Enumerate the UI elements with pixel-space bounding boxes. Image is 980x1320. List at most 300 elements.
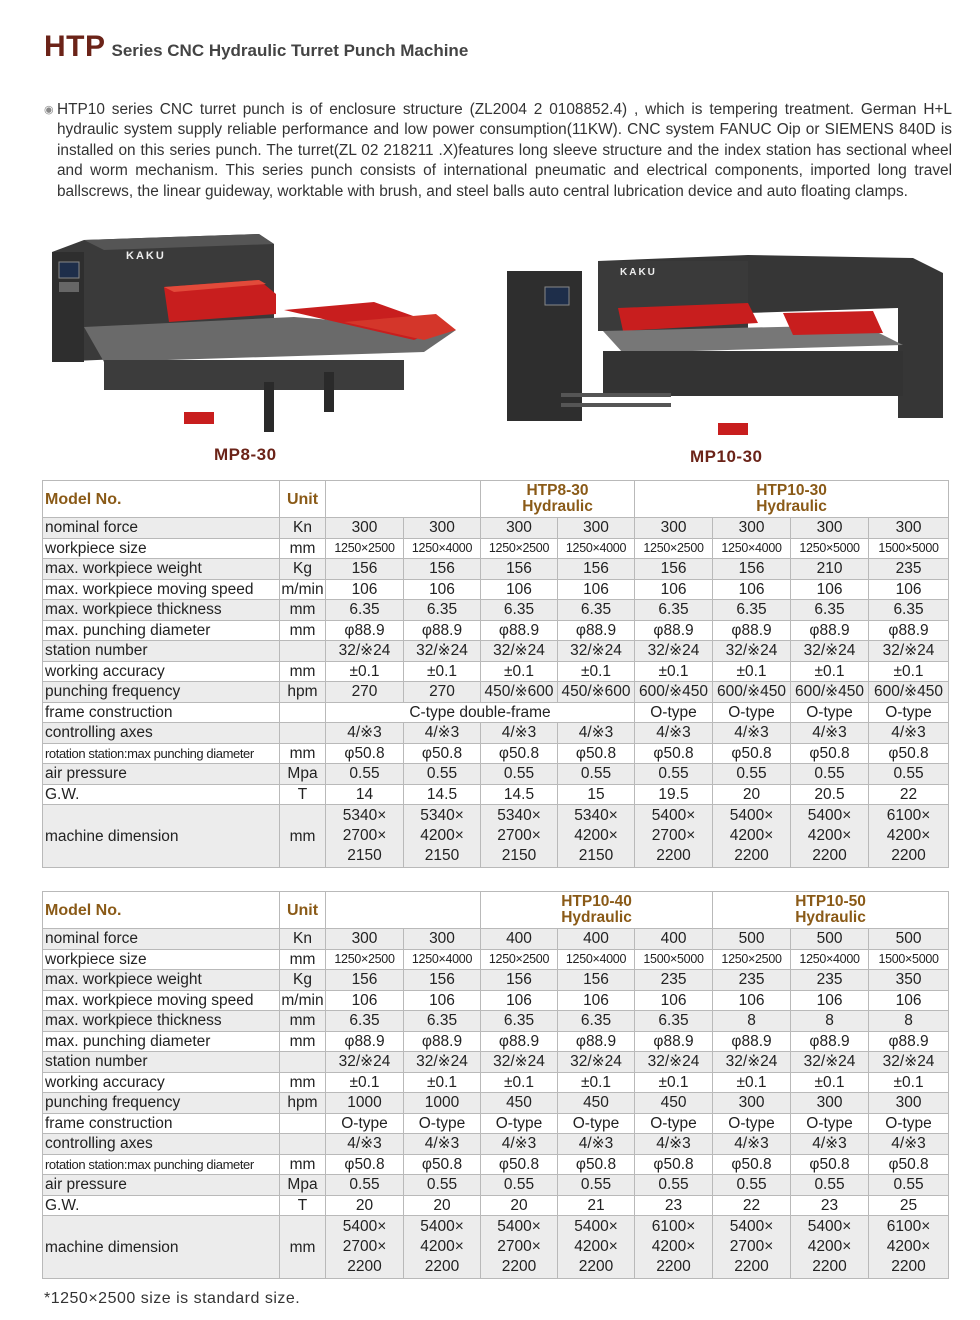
dimension-line: 4200× <box>651 1238 696 1255</box>
model-group-1 <box>481 892 713 929</box>
dimension-cell <box>635 1216 713 1279</box>
table-cell: 106 <box>481 579 558 600</box>
table-cell: φ50.8 <box>635 743 713 764</box>
table-cell: ±0.1 <box>635 661 713 682</box>
dimension-line: 2200 <box>812 847 847 864</box>
merged-cell: C-type double-frame <box>326 702 635 723</box>
table-cell: 235 <box>791 970 869 991</box>
table-cell: 600/※450 <box>791 682 869 703</box>
dimension-line: 4200× <box>420 1238 464 1255</box>
table-row <box>43 723 949 744</box>
table-cell: 4/※3 <box>326 1134 404 1155</box>
bullet-icon: ◉ <box>44 104 54 116</box>
table-cell: 1500×5000 <box>635 949 713 970</box>
table-cell: 106 <box>791 990 869 1011</box>
table-cell: 1250×4000 <box>404 949 481 970</box>
table-cell: 20.5 <box>791 784 869 805</box>
row-label: workpiece size <box>43 538 280 559</box>
unit-header: Unit <box>280 892 326 929</box>
dimension-line: 2200 <box>347 1258 382 1275</box>
table-cell: 32/※24 <box>869 1052 949 1073</box>
table-cell: φ88.9 <box>713 620 791 641</box>
table-row <box>43 743 949 764</box>
table-cell: φ88.9 <box>635 1031 713 1052</box>
dimension-line: 4200× <box>420 827 464 844</box>
table-cell: φ50.8 <box>713 1154 791 1175</box>
table-cell: 156 <box>558 970 635 991</box>
table-cell: 156 <box>635 559 713 580</box>
table-cell: 6.35 <box>713 600 791 621</box>
dimension-line: 6100× <box>651 1218 696 1235</box>
row-unit: m/min <box>281 580 324 598</box>
table-cell: ±0.1 <box>558 1072 635 1093</box>
table-cell: 106 <box>635 579 713 600</box>
table-cell: φ50.8 <box>481 1154 558 1175</box>
table-cell: φ88.9 <box>404 620 481 641</box>
dimension-line: 4200× <box>574 827 618 844</box>
intro-text: HTP10 series CNC turret punch is of enclosure structure (ZL2004 2 0108852.4) , which is tempering treatment. German H+L hydraulic system supply reliable performance and low power consumption(11KW). CNC system FANUC Oip or SIEMENS 840D is installed on this series punch. The turret(ZL 02 218211 .X)features long sleeve structure and the index station has sectional wheel and worm mechanism. This series punch consists of international pneumatic and electrical components, imported long travel ballscrews, the linear guideway, worktable with brush, and steel balls auto central lubrication device and auto floating clamps. <box>57 101 952 200</box>
table-cell: φ50.8 <box>404 1154 481 1175</box>
dimension-line: 5340× <box>342 807 387 824</box>
table-cell: 0.55 <box>481 764 558 785</box>
table-cell: φ50.8 <box>791 743 869 764</box>
table-cell: 300 <box>326 929 404 950</box>
table-cell: ±0.1 <box>558 661 635 682</box>
model-name: HTP10-40 <box>561 893 632 910</box>
table-cell: 1250×4000 <box>404 538 481 559</box>
row-unit: mm <box>280 743 326 764</box>
row-label: station number <box>43 1052 280 1073</box>
dimension-line: 5400× <box>497 1218 541 1235</box>
table-cell: O-type <box>404 1113 481 1134</box>
table-cell: 106 <box>713 579 791 600</box>
dimension-cell <box>713 1216 791 1279</box>
photo-caption-mp10-30: MP10-30 <box>690 447 763 466</box>
table-cell: 4/※3 <box>481 1134 558 1155</box>
table-cell: φ50.8 <box>326 1154 404 1175</box>
table-cell: 1000 <box>404 1093 481 1114</box>
table-cell: φ88.9 <box>869 620 949 641</box>
row-unit: mm <box>280 1154 326 1175</box>
table-cell: 1250×4000 <box>558 949 635 970</box>
table-cell: 4/※3 <box>713 1134 791 1155</box>
table-cell: 23 <box>635 1195 713 1216</box>
table-cell: ±0.1 <box>713 1072 791 1093</box>
table-cell: 0.55 <box>558 1175 635 1196</box>
dimension-line: 2200 <box>734 1258 769 1275</box>
table-cell: ±0.1 <box>326 1072 404 1093</box>
table-cell: 0.55 <box>635 1175 713 1196</box>
row-label: rotation station:max punching diameter <box>43 743 280 764</box>
table-cell: 210 <box>791 559 869 580</box>
table-cell: 0.55 <box>713 1175 791 1196</box>
model-header: Model No. <box>43 892 280 929</box>
brand-logo: KAKU <box>620 267 657 278</box>
table-cell: 400 <box>558 929 635 950</box>
table-cell: ±0.1 <box>791 1072 869 1093</box>
table-row <box>43 538 949 559</box>
row-unit: Mpa <box>280 764 326 785</box>
row-unit: mm <box>280 1216 326 1279</box>
table-row <box>43 1195 949 1216</box>
dimension-cell <box>791 1216 869 1279</box>
table-cell: 106 <box>558 990 635 1011</box>
table-cell: 500 <box>713 929 791 950</box>
spec-table-1 <box>42 480 949 868</box>
table-cell: 32/※24 <box>404 1052 481 1073</box>
table-cell: ±0.1 <box>404 661 481 682</box>
table-cell: φ88.9 <box>558 1031 635 1052</box>
table-cell: 270 <box>404 682 481 703</box>
row-unit: mm <box>280 620 326 641</box>
table-cell: 21 <box>558 1195 635 1216</box>
table-cell: 4/※3 <box>635 723 713 744</box>
table-cell: O-type <box>869 702 949 723</box>
table-cell: 106 <box>869 990 949 1011</box>
table-header-row <box>43 481 949 518</box>
row-unit <box>280 723 326 744</box>
table-cell: 1250×4000 <box>558 538 635 559</box>
table-cell: 300 <box>791 1093 869 1114</box>
table-cell: 4/※3 <box>713 723 791 744</box>
row-label: punching frequency <box>43 1093 280 1114</box>
table-cell: ±0.1 <box>635 1072 713 1093</box>
table-cell: 600/※450 <box>869 682 949 703</box>
row-label: working accuracy <box>43 1072 280 1093</box>
table-cell: 300 <box>713 518 791 539</box>
row-label: station number <box>43 641 280 662</box>
table-cell: 32/※24 <box>481 1052 558 1073</box>
dimension-cell <box>404 1216 481 1279</box>
dimension-line: 2200 <box>656 1258 691 1275</box>
table-cell: φ50.8 <box>869 743 949 764</box>
table-cell: 300 <box>404 929 481 950</box>
dimension-line: 2200 <box>656 847 691 864</box>
table-cell: 6.35 <box>481 1011 558 1032</box>
row-label: nominal force <box>43 518 280 539</box>
row-label: frame construction <box>43 702 280 723</box>
table-row <box>43 1154 949 1175</box>
table-cell: 20 <box>404 1195 481 1216</box>
table-cell: 0.55 <box>481 1175 558 1196</box>
row-unit: Kn <box>280 518 326 539</box>
table-cell: 156 <box>481 970 558 991</box>
table-cell: ±0.1 <box>481 661 558 682</box>
dimension-line: 5400× <box>807 807 852 824</box>
table-row <box>43 1072 949 1093</box>
table-cell: 6.35 <box>558 1011 635 1032</box>
table-cell: ±0.1 <box>713 661 791 682</box>
model-header: Model No. <box>43 481 280 518</box>
table-cell: O-type <box>635 702 713 723</box>
table-row <box>43 929 949 950</box>
table-cell: φ88.9 <box>481 1031 558 1052</box>
table-row <box>43 661 949 682</box>
table-cell: φ88.9 <box>326 620 404 641</box>
row-label: workpiece size <box>43 949 280 970</box>
table-cell: 106 <box>791 579 869 600</box>
table-cell: 1250×4000 <box>791 949 869 970</box>
table-cell: 106 <box>326 990 404 1011</box>
row-label: controlling axes <box>43 1134 280 1155</box>
machine-illustration <box>503 253 948 438</box>
intro-block <box>44 100 952 202</box>
dimension-line: 5340× <box>420 807 464 824</box>
dimension-line: 2200 <box>812 1258 847 1275</box>
table-cell: φ88.9 <box>869 1031 949 1052</box>
table-cell: 300 <box>481 518 558 539</box>
row-unit: T <box>280 784 326 805</box>
row-unit: mm <box>280 1031 326 1052</box>
table-cell: 4/※3 <box>404 1134 481 1155</box>
table-cell: 0.55 <box>404 764 481 785</box>
table-cell: 300 <box>326 518 404 539</box>
row-label: nominal force <box>43 929 280 950</box>
table-cell: 14 <box>326 784 404 805</box>
unit-header: Unit <box>280 481 326 518</box>
table-cell: 106 <box>558 579 635 600</box>
dimension-line: 4200× <box>886 827 931 844</box>
table-cell: 1500×5000 <box>869 949 949 970</box>
table-cell: O-type <box>481 1113 558 1134</box>
row-unit: Mpa <box>280 1175 326 1196</box>
row-unit: mm <box>280 1072 326 1093</box>
table-cell: φ88.9 <box>326 1031 404 1052</box>
table-cell: 106 <box>635 990 713 1011</box>
table-cell: O-type <box>791 1113 869 1134</box>
table-cell: 32/※24 <box>558 1052 635 1073</box>
table-cell: 6.35 <box>635 600 713 621</box>
row-unit <box>280 702 326 723</box>
table-cell: 4/※3 <box>791 1134 869 1155</box>
header-blank <box>326 481 481 518</box>
table-cell: 4/※3 <box>558 1134 635 1155</box>
dimension-line: 2700× <box>651 827 696 844</box>
row-unit <box>280 1134 326 1155</box>
table-header-row <box>43 892 949 929</box>
series-name: HTP <box>44 30 106 63</box>
table-cell: 600/※450 <box>713 682 791 703</box>
table-cell: 0.55 <box>326 1175 404 1196</box>
dimension-cell <box>791 805 869 868</box>
table-row <box>43 682 949 703</box>
table-cell: 32/※24 <box>481 641 558 662</box>
row-label: max. workpiece moving speed <box>43 579 280 600</box>
table-cell: 235 <box>713 970 791 991</box>
table-cell: 6.35 <box>326 1011 404 1032</box>
table-cell: ±0.1 <box>791 661 869 682</box>
model-group-1 <box>481 481 635 518</box>
table-cell: 400 <box>635 929 713 950</box>
row-unit: mm <box>280 1011 326 1032</box>
dimension-cell <box>869 805 949 868</box>
row-unit: mm <box>280 805 326 868</box>
model-group-2 <box>713 892 949 929</box>
dimension-line: 2200 <box>891 847 926 864</box>
dimension-line: 4200× <box>574 1238 618 1255</box>
dimension-line: 2700× <box>497 827 541 844</box>
page-title <box>44 30 468 64</box>
row-unit: mm <box>280 600 326 621</box>
table-cell: 450 <box>558 1093 635 1114</box>
table-cell: 4/※3 <box>558 723 635 744</box>
dimension-line: 2200 <box>424 1258 460 1275</box>
table-cell: φ88.9 <box>791 620 869 641</box>
table-row <box>43 990 949 1011</box>
table-cell: 8 <box>713 1011 791 1032</box>
row-unit <box>280 1113 326 1134</box>
dimension-line: 5340× <box>574 807 618 824</box>
table-cell: 106 <box>404 990 481 1011</box>
row-label: controlling axes <box>43 723 280 744</box>
table-cell: 22 <box>713 1195 791 1216</box>
table-cell: 156 <box>404 559 481 580</box>
table-cell: 156 <box>481 559 558 580</box>
table-row <box>43 641 949 662</box>
row-label: frame construction <box>43 1113 280 1134</box>
table-cell: 6.35 <box>326 600 404 621</box>
dimension-line: 5400× <box>729 1218 774 1235</box>
table-cell: 32/※24 <box>713 641 791 662</box>
dimension-line: 5400× <box>420 1218 464 1235</box>
table-cell: φ50.8 <box>326 743 404 764</box>
table-row <box>43 620 949 641</box>
table-cell: 0.55 <box>635 764 713 785</box>
row-unit: Kn <box>280 929 326 950</box>
dimension-line: 6100× <box>886 1218 931 1235</box>
table-cell: φ50.8 <box>481 743 558 764</box>
machine-illustration <box>44 232 464 447</box>
dimension-cell <box>558 1216 635 1279</box>
table-cell: 1250×5000 <box>791 538 869 559</box>
table-cell: 0.55 <box>791 764 869 785</box>
table-cell: 0.55 <box>869 764 949 785</box>
dimension-line: 2200 <box>501 1258 537 1275</box>
table-row <box>43 600 949 621</box>
row-unit: mm <box>280 949 326 970</box>
dimension-line: 2200 <box>578 1258 614 1275</box>
footnote: *1250×2500 size is standard size. <box>44 1290 301 1307</box>
table-cell: O-type <box>635 1113 713 1134</box>
table-cell: 32/※24 <box>558 641 635 662</box>
row-label: rotation station:max punching diameter <box>43 1154 280 1175</box>
dimension-cell <box>326 1216 404 1279</box>
row-unit <box>280 641 326 662</box>
table-cell: 156 <box>713 559 791 580</box>
table-cell: 106 <box>869 579 949 600</box>
table-cell: O-type <box>326 1113 404 1134</box>
table-row <box>43 1052 949 1073</box>
table-cell: 450/※600 <box>481 682 558 703</box>
dimension-line: 5400× <box>729 807 774 824</box>
dimension-line: 2150 <box>424 847 460 864</box>
table-cell: 32/※24 <box>326 1052 404 1073</box>
dimension-line: 5400× <box>807 1218 852 1235</box>
table-cell: 8 <box>869 1011 949 1032</box>
dimension-line: 2700× <box>342 1238 387 1255</box>
table-cell: O-type <box>713 702 791 723</box>
table-cell: 106 <box>326 579 404 600</box>
table-cell: 32/※24 <box>404 641 481 662</box>
dimension-line: 2700× <box>342 827 387 844</box>
brand-logo: KAKU <box>126 250 166 262</box>
table-row <box>43 1216 949 1279</box>
table-cell: 23 <box>791 1195 869 1216</box>
table-cell: 20 <box>713 784 791 805</box>
table-cell: φ88.9 <box>558 620 635 641</box>
machine-photo-mp8-30 <box>44 232 464 447</box>
table-cell: 14.5 <box>404 784 481 805</box>
table-cell: 500 <box>869 929 949 950</box>
table-cell: 600/※450 <box>635 682 713 703</box>
table-cell: 0.55 <box>713 764 791 785</box>
table-cell: 1250×2500 <box>326 538 404 559</box>
row-label: max. workpiece moving speed <box>43 990 280 1011</box>
table-cell: φ50.8 <box>869 1154 949 1175</box>
table-cell: φ50.8 <box>791 1154 869 1175</box>
table-row <box>43 702 949 723</box>
model-name: HTP10-30 <box>756 482 827 499</box>
dimension-line: 2150 <box>347 847 382 864</box>
dimension-cell <box>869 1216 949 1279</box>
dimension-cell <box>481 1216 558 1279</box>
table-cell: 450 <box>481 1093 558 1114</box>
table-row <box>43 1175 949 1196</box>
table-cell: φ50.8 <box>404 743 481 764</box>
table-cell: ±0.1 <box>869 661 949 682</box>
table-cell: 20 <box>481 1195 558 1216</box>
row-label: machine dimension <box>43 805 280 868</box>
dimension-line: 2200 <box>734 847 769 864</box>
table-cell: 4/※3 <box>404 723 481 744</box>
table-cell: 4/※3 <box>326 723 404 744</box>
table-cell: φ88.9 <box>713 1031 791 1052</box>
series-title: Series CNC Hydraulic Turret Punch Machine <box>111 41 469 60</box>
row-unit: m/min <box>281 991 324 1009</box>
table-cell: 400 <box>481 929 558 950</box>
row-unit: mm <box>280 661 326 682</box>
table-cell: 106 <box>713 990 791 1011</box>
table-cell: 300 <box>791 518 869 539</box>
table-row <box>43 579 949 600</box>
row-label: max. workpiece weight <box>43 970 280 991</box>
table-cell: O-type <box>558 1113 635 1134</box>
table-cell: φ50.8 <box>558 1154 635 1175</box>
table-cell: 4/※3 <box>869 723 949 744</box>
dimension-cell <box>558 805 635 868</box>
table-cell: 300 <box>869 518 949 539</box>
table-cell: φ88.9 <box>481 620 558 641</box>
row-unit: T <box>280 1195 326 1216</box>
table-cell: 1250×2500 <box>326 949 404 970</box>
dimension-line: 5400× <box>574 1218 618 1235</box>
dimension-line: 2700× <box>497 1238 541 1255</box>
table-cell: 1500×5000 <box>869 538 949 559</box>
table-cell: 0.55 <box>869 1175 949 1196</box>
dimension-line: 6100× <box>886 807 931 824</box>
table-cell: 32/※24 <box>869 641 949 662</box>
table-cell: 270 <box>326 682 404 703</box>
table-cell: 156 <box>326 559 404 580</box>
table-row <box>43 949 949 970</box>
dimension-line: 4200× <box>729 827 774 844</box>
table-cell: 0.55 <box>558 764 635 785</box>
table-cell: 500 <box>791 929 869 950</box>
dimension-line: 4200× <box>807 1238 852 1255</box>
row-unit: hpm <box>280 1093 326 1114</box>
dimension-line: 5400× <box>651 807 696 824</box>
model-group-2 <box>635 481 949 518</box>
